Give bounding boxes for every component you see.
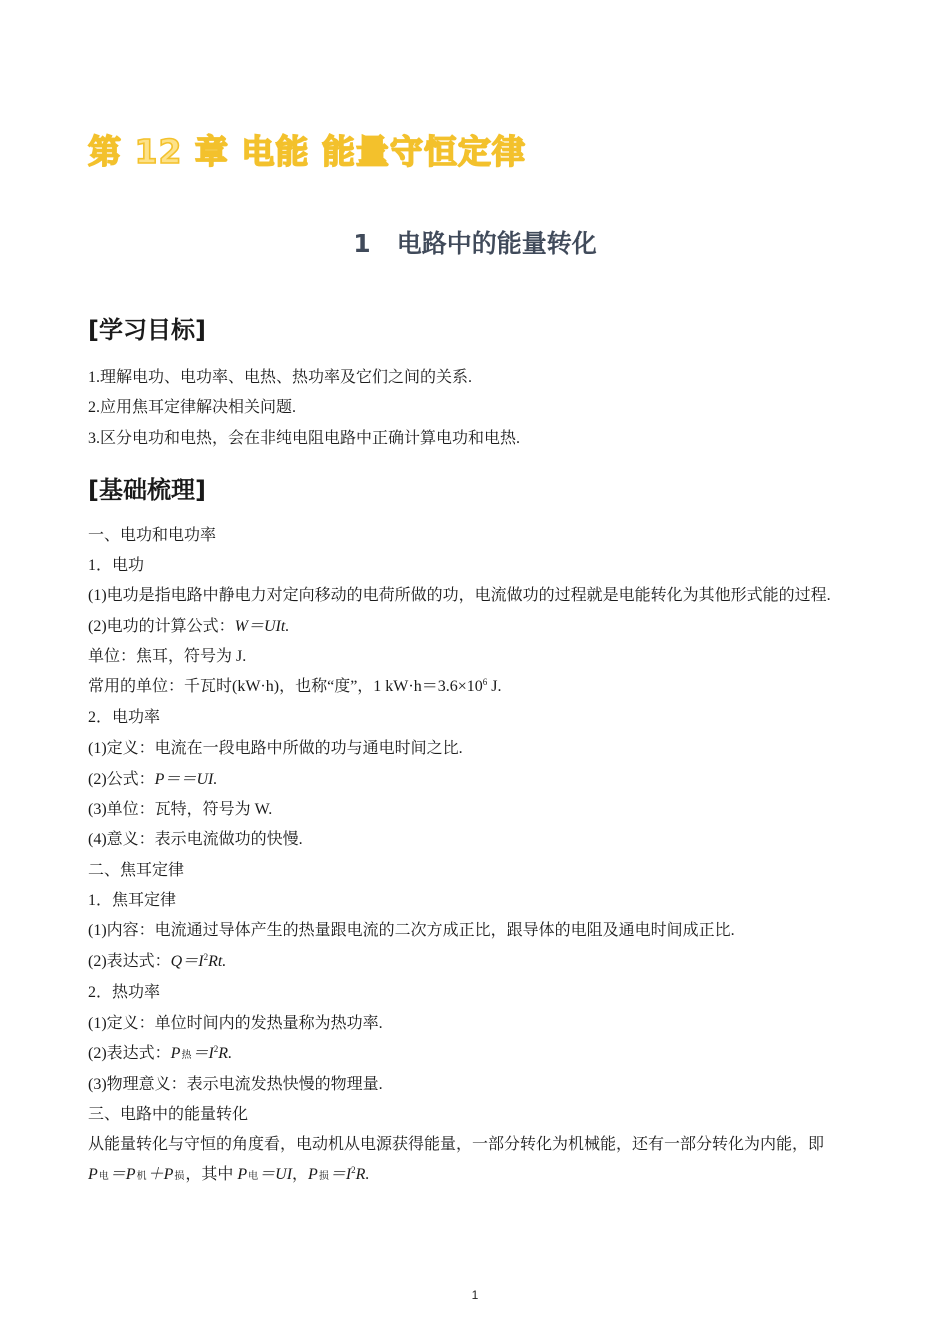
joule-formula-a: Q＝I: [170, 953, 204, 970]
eq-p1: P: [88, 1166, 98, 1183]
eq-comma: ，: [292, 1166, 309, 1183]
power-definition: (1)定义：电流在一段电路中所做的功与通电时间之比.: [88, 740, 463, 757]
heat-power-formula-line: [88, 1044, 232, 1066]
section-number: 1: [353, 229, 371, 258]
subscript: 电: [248, 1171, 259, 1182]
subscript: 损: [174, 1171, 185, 1182]
formula-prefix: (2)公式：: [88, 771, 155, 788]
exponent: 2: [213, 1044, 219, 1054]
common-unit-line: [88, 677, 501, 697]
eq-p2: ＝P: [109, 1166, 136, 1183]
subsection-joule-law: 1．焦耳定律: [88, 892, 177, 909]
joule-formula-b: Rt.: [208, 953, 227, 970]
power-meaning: (4)意义：表示电流做功的快慢.: [88, 831, 303, 848]
subsection-heat-power: 2．热功率: [88, 984, 161, 1001]
chapter-title: 第 12 章 电能 能量守恒定律: [88, 132, 526, 171]
section-3-heading: 三、电路中的能量转化: [88, 1106, 249, 1123]
formula-prefix: (2)表达式：: [88, 953, 171, 970]
goal-item-3: 3.区分电功和电热，会在非纯电阻电路中正确计算电功和电热.: [88, 430, 521, 447]
eq-p7: ＝I: [329, 1166, 352, 1183]
power-formula: P＝＝UI.: [154, 771, 218, 788]
exponent: 2: [351, 1165, 356, 1175]
page-number: 1: [471, 1288, 479, 1302]
goal-item-1: 1.理解电功、电功率、电热、热功率及它们之间的关系.: [88, 369, 473, 386]
common-unit-text: 常用的单位：千瓦时(kW·h)，也称“度”，1 kW·h＝3.6×10: [88, 678, 483, 695]
formula-prefix: (2)电功的计算公式：: [88, 618, 235, 635]
subsection-electric-work: 1．电功: [88, 557, 145, 574]
power-formula-line: [88, 770, 217, 790]
joule-law-formula-line: [88, 952, 226, 972]
subscript: 电: [98, 1171, 109, 1182]
electric-work-unit: 单位：焦耳，符号为 J.: [88, 648, 247, 665]
subscript: 损: [318, 1171, 329, 1182]
section-title-text: 电路中的能量转化: [396, 229, 597, 258]
common-unit-suffix: J.: [487, 678, 502, 695]
basics-heading: [基础梳理]: [88, 476, 206, 504]
section-title: [0, 224, 950, 260]
goal-item-2: 2.应用焦耳定律解决相关问题.: [88, 399, 297, 416]
section-2-heading: 二、焦耳定律: [88, 862, 185, 879]
energy-conversion-equation: [88, 1165, 369, 1187]
learning-goals-heading: [学习目标]: [88, 316, 206, 344]
subsection-electric-power: 2．电功率: [88, 709, 161, 726]
heat-p: P: [170, 1045, 181, 1062]
heat-power-definition: (1)定义：单位时间内的发热量称为热功率.: [88, 1015, 383, 1032]
eq-mid: ，其中: [185, 1166, 238, 1183]
eq-p4: P: [237, 1166, 248, 1183]
exponent: 6: [482, 677, 488, 687]
energy-conversion-text: 从能量转化与守恒的角度看，电动机从电源获得能量，一部分转化为机械能，还有一部分转化为内能，即: [88, 1136, 825, 1153]
heat-power-meaning: (3)物理意义：表示电流发热快慢的物理量.: [88, 1076, 383, 1093]
subscript: 机: [136, 1171, 147, 1182]
eq-p6: P: [308, 1166, 318, 1183]
eq-p8: R.: [355, 1166, 370, 1183]
formula-prefix: (2)表达式：: [88, 1045, 171, 1062]
subscript: 热: [181, 1050, 192, 1061]
section-1-heading: 一、电功和电功率: [88, 527, 217, 544]
exponent: 2: [203, 952, 209, 962]
eq-p3: ＋P: [147, 1166, 174, 1183]
electric-work-definition: (1)电功是指电路中静电力对定向移动的电荷所做的功，电流做功的过程就是电能转化为其他形式能的过程.: [88, 587, 831, 604]
eq-p5: ＝UI: [259, 1166, 293, 1183]
electric-work-formula-line: [88, 617, 289, 637]
joule-law-content: (1)内容：电流通过导体产生的热量跟电流的二次方成正比，跟导体的电阻及通电时间成正比.: [88, 922, 735, 939]
work-formula: W＝UIt.: [234, 618, 290, 635]
heat-formula-a: ＝I: [192, 1045, 214, 1062]
heat-formula-b: R.: [218, 1045, 233, 1062]
power-unit: (3)单位：瓦特，符号为 W.: [88, 801, 273, 818]
